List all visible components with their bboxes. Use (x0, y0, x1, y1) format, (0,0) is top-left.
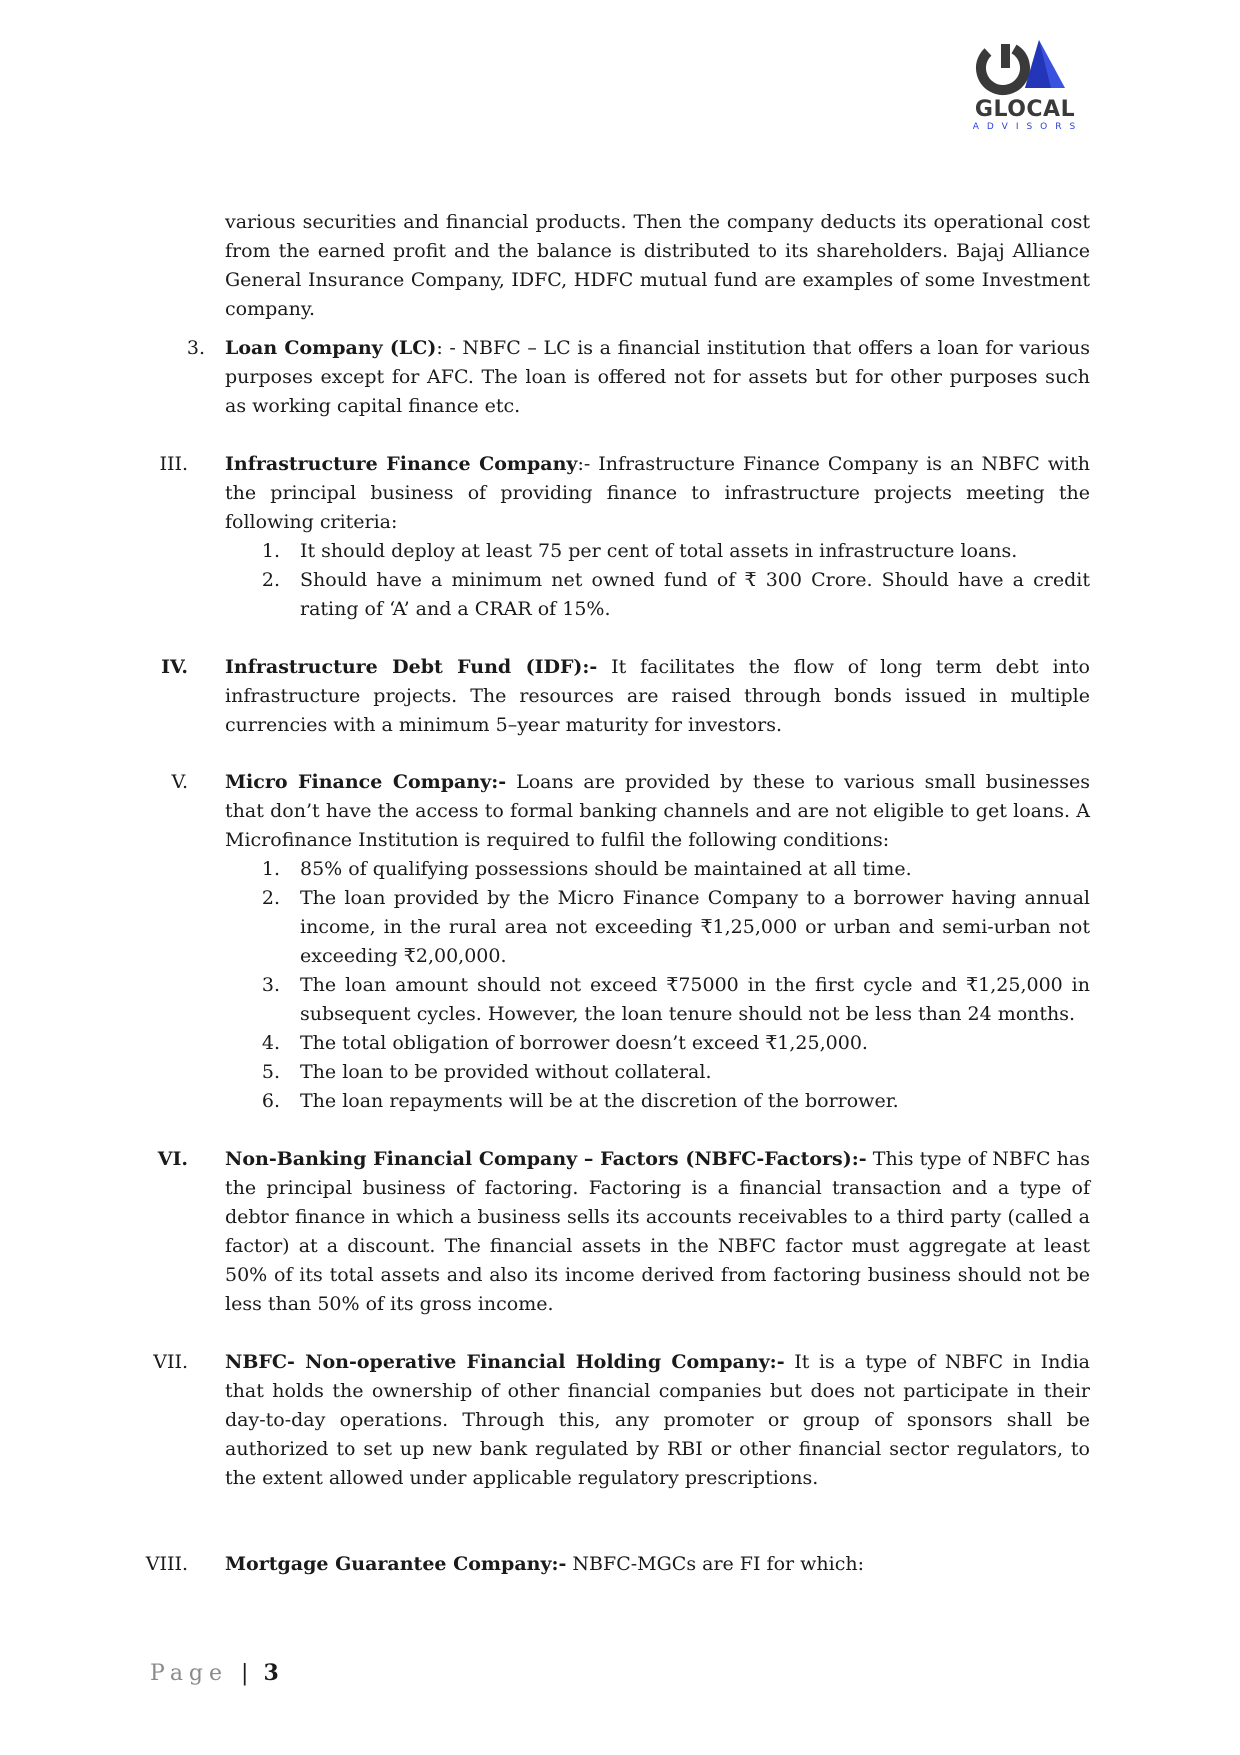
section-v-paragraph (225, 768, 1090, 855)
section-text: It is a type of NBFC in India that holds the ownership of other financial companies but does not participate in their day-to-day operations. Through this, any promoter or group of sponsors shall be authorized to set up new bank regulated by RBI or other financial sector regulators, to the extent allowed under applicable regulatory prescriptions. (225, 1351, 1090, 1489)
list-item: Should have a minimum net owned fund of ₹ 300 Crore. Should have a credit rating of ‘A’ and a CRAR of 15%. (300, 569, 1090, 620)
list-number: 4. (261, 1032, 280, 1054)
page-footer (150, 1660, 279, 1686)
section-iv-paragraph (225, 653, 1090, 740)
section-vi-paragraph (225, 1145, 1090, 1319)
section-text: NBFC-MGCs are FI for which: (566, 1553, 864, 1575)
glocal-advisors-logo (965, 38, 1085, 138)
section-number: VII. (153, 1351, 188, 1373)
list-number: 5. (261, 1061, 280, 1083)
section-title: Infrastructure Finance Company (225, 453, 578, 475)
section-number: V. (171, 771, 188, 793)
section-title: Mortgage Guarantee Company:- (225, 1553, 567, 1575)
intro-paragraph: various securities and financial products. Then the company deducts its operational cost from the earned profit and the balance is distributed to its shareholders. Bajaj Alliance General Insurance Company, IDFC, HDFC mutual fund are examples of some Investment company. (225, 211, 1090, 320)
section-title: Infrastructure Debt Fund (IDF):- (225, 656, 598, 678)
section-text: This type of NBFC has the principal business of factoring. Factoring is a financial transaction and a type of debtor finance in which a business sells its accounts receivables to a third party (called a factor) at a discount. The financial assets in the NBFC factor must aggregate at least 50% of its total assets and also its income derived from factoring business should not be less than 50% of its gross income. (225, 1148, 1090, 1315)
page-label: Page (150, 1661, 229, 1686)
list-item: The loan to be provided without collateral. (300, 1061, 712, 1083)
section-number: VI. (157, 1148, 188, 1170)
item-title: Loan Company (LC) (225, 337, 437, 359)
item-text: NBFC – LC is a financial institution that offers a loan for various purposes except for AFC. The loan is offered not for assets but for other purposes such as working capital finance etc. (225, 337, 1091, 417)
separator: :- (577, 453, 599, 475)
list-number: 1. (261, 858, 280, 880)
section-iii-paragraph (225, 450, 1090, 537)
section-text: It facilitates the flow of long term debt into infrastructure projects. The resources are raised through bonds issued in multiple currencies with a minimum 5–year maturity for investors. (225, 656, 1090, 736)
page-number: 3 (263, 1660, 279, 1686)
section-viii-paragraph (225, 1550, 1090, 1579)
list-item: The loan repayments will be at the discretion of the borrower. (300, 1090, 899, 1112)
list-item: It should deploy at least 75 per cent of total assets in infrastructure loans. (300, 540, 1018, 562)
brand-name: GLOCAL (974, 97, 1076, 122)
loan-company-paragraph (225, 334, 1090, 421)
logo-mark-icon (965, 38, 1085, 98)
list-number: 2. (261, 887, 280, 909)
section-title: NBFC- Non-operative Financial Holding Company:- (225, 1351, 785, 1373)
section-number: VIII. (145, 1553, 188, 1575)
section-title: Micro Finance Company:- (225, 771, 507, 793)
brand-subtitle: ADVISORS (972, 122, 1084, 132)
list-item: 85% of qualifying possessions should be maintained at all time. (300, 858, 912, 880)
footer-separator: | (241, 1661, 251, 1686)
list-item: The loan provided by the Micro Finance Company to a borrower having annual income, in the rural area not exceeding ₹1,25,000 or urban and semi-urban not exceeding ₹2,00,000. (300, 887, 1090, 967)
section-text: Infrastructure Finance Company is an NBFC with the principal business of providing finance to infrastructure projects meeting the following criteria: (225, 453, 1090, 533)
item-number: 3. (186, 337, 205, 359)
list-number: 3. (261, 974, 280, 996)
list-item: The total obligation of borrower doesn’t exceed ₹1,25,000. (300, 1032, 868, 1054)
section-vii-paragraph (225, 1348, 1090, 1493)
list-number: 1. (261, 540, 280, 562)
section-number: III. (159, 453, 188, 475)
section-text: Loans are provided by these to various small businesses that don’t have the access to formal banking channels and are not eligible to get loans. A Microfinance Institution is required to fulfil the following conditions: (225, 771, 1090, 851)
section-title: Non-Banking Financial Company – Factors (NBFC-Factors):- (225, 1148, 867, 1170)
section-number: IV. (161, 656, 188, 678)
separator: : - (436, 337, 463, 359)
list-number: 6. (261, 1090, 280, 1112)
list-item: The loan amount should not exceed ₹75000 in the first cycle and ₹1,25,000 in subsequent cycles. However, the loan tenure should not be less than 24 months. (300, 974, 1090, 1025)
list-number: 2. (261, 569, 280, 591)
